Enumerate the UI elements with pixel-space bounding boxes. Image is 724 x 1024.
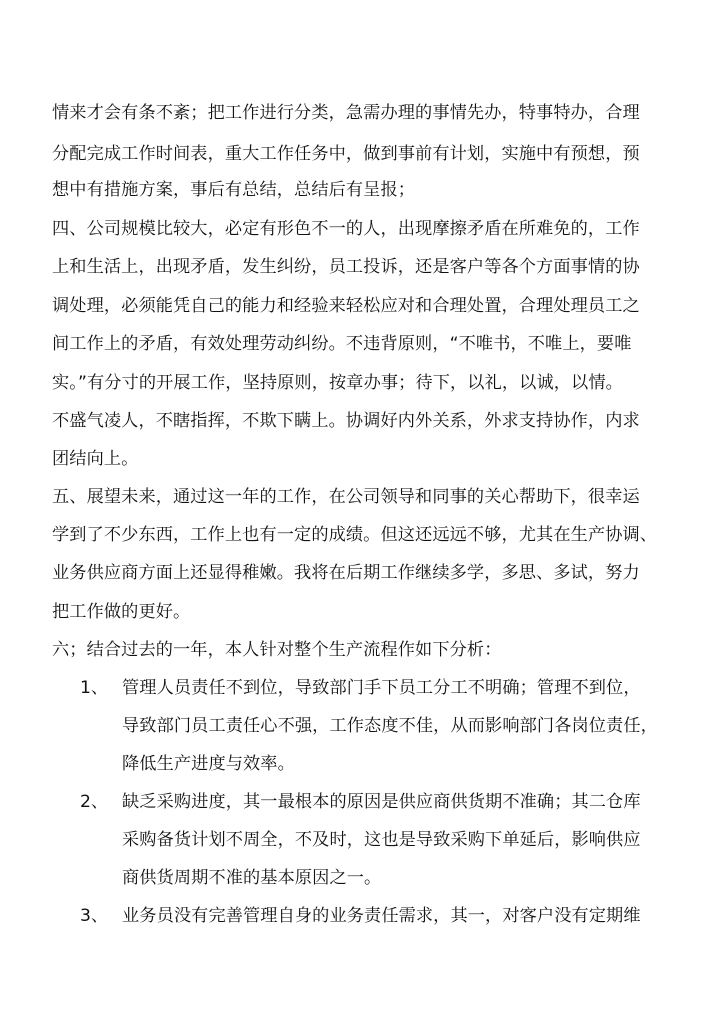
paragraph-line: 四、公司规模比较大，必定有形色不一的人，出现摩擦矛盾在所难免的，工作 (52, 219, 640, 239)
paragraph-line: 调处理，必须能凭自己的能力和经验来轻松应对和合理处置，合理处理员工之 (52, 296, 640, 316)
list-number: 2、 (80, 792, 109, 812)
list-item-line: 降低生产进度与效率。 (122, 754, 295, 774)
paragraph-line: 情来才会有条不紊；把工作进行分类，急需办理的事情先办，特事特办，合理 (52, 103, 640, 123)
list-item-line: 业务员没有完善管理自身的业务责任需求，其一，对客户没有定期维 (122, 906, 641, 926)
list-item-line: 商供货周期不准的基本原因之一。 (122, 868, 382, 888)
paragraph-line: 把工作做的更好。 (52, 602, 191, 622)
list-item-line: 导致部门员工责任心不强，工作态度不佳，从而影响部门各岗位责任， (122, 716, 658, 736)
list-item-line: 管理人员责任不到位，导致部门手下员工分工不明确；管理不到位， (122, 678, 641, 698)
list-number: 3、 (80, 906, 109, 926)
paragraph-line: 不盛气凌人，不瞎指挥，不欺下瞒上。协调好内外关系，外求支持协作，内求 (52, 411, 640, 431)
paragraph-line: 上和生活上，出现矛盾，发生纠纷，员工投诉，还是客户等各个方面事情的协 (52, 257, 640, 277)
paragraph-line: 实。”有分寸的开展工作，坚持原则，按章办事；待下，以礼，以诚，以情。 (52, 373, 623, 393)
list-number: 1、 (80, 678, 109, 698)
paragraph-line: 六；结合过去的一年，本人针对整个生产流程作如下分析： (52, 640, 502, 660)
paragraph-line: 想中有措施方案，事后有总结，总结后有呈报； (52, 180, 416, 200)
paragraph-line: 业务供应商方面上还显得稚嫩。我将在后期工作继续多学，多思、多试，努力 (52, 563, 640, 583)
list-item-line: 采购备货计划不周全，不及时，这也是导致采购下单延后，影响供应 (122, 830, 641, 850)
paragraph-line: 分配完成工作时间表，重大工作任务中，做到事前有计划，实施中有预想，预 (52, 144, 640, 164)
paragraph-line: 间工作上的矛盾，有效处理劳动纠纷。不违背原则，“不唯书，不唯上，要唯 (52, 334, 632, 354)
paragraph-line: 团结向上。 (52, 449, 139, 469)
list-item-line: 缺乏采购进度，其一最根本的原因是供应商供货期不准确；其二仓库 (122, 792, 641, 812)
paragraph-line: 学到了不少东西，工作上也有一定的成绩。但这还远远不够，尤其在生产协调、 (52, 525, 658, 545)
paragraph-line: 五、展望未来，通过这一年的工作，在公司领导和同事的关心帮助下，很幸运 (52, 487, 640, 507)
